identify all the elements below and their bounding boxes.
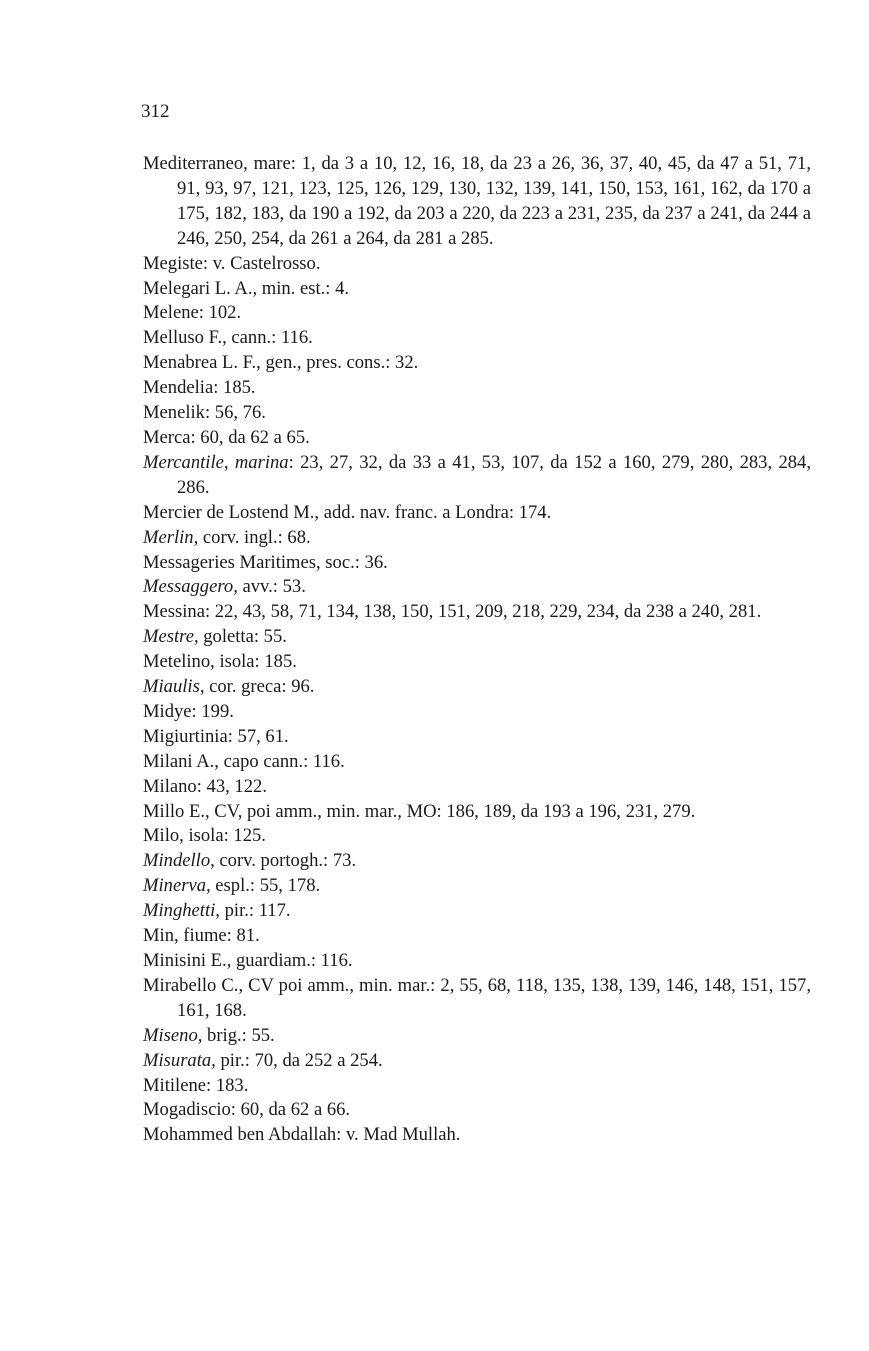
index-entry [143, 376, 811, 401]
entry-references: , add. nav. franc. a Londra: 174. [314, 501, 552, 523]
entry-head: Messina [143, 601, 205, 623]
index-entry [143, 725, 811, 750]
index-entry [143, 775, 811, 800]
entry-head: Mestre, [143, 626, 199, 648]
entry-references: : 23, 27, 32, da 33 a 41, 53, 107, da 152 a 160, 279, 280, 283, 284, 286. [177, 451, 811, 498]
entry-references: pir.: 70, da 252 a 254. [215, 1049, 383, 1071]
entry-references: , min. est.: 4. [252, 277, 350, 299]
entry-references: : 185. [213, 377, 256, 399]
entry-references: espl.: 55, 178. [210, 875, 321, 897]
index-entry [143, 401, 811, 426]
entry-references: : 57, 61. [227, 725, 289, 747]
entry-head: Mogadiscio [143, 1099, 231, 1121]
entry-head: Mercier de Lostend M. [143, 501, 315, 523]
page-number: 312 [141, 101, 170, 122]
index-entry [143, 351, 811, 376]
index-entry [143, 1024, 811, 1049]
entry-references: , CV poi amm., min. mar.: 2, 55, 68, 118, 135, 138, 139, 146, 148, 151, 157, 161, 168. [177, 974, 811, 1021]
entry-head: Millo E. [143, 800, 205, 822]
index-entry [143, 326, 811, 351]
entry-references: : 183. [206, 1074, 249, 1096]
entry-head: Menabrea L. F. [143, 352, 257, 374]
index-entry [143, 1049, 811, 1074]
index-entry [143, 974, 811, 1024]
entry-references: : 1, da 3 a 10, 12, 16, 18, da 23 a 26, 36, 37, 40, 45, da 47 a 51, 71, 91, 93, 97, 121, 123, 125, 126, 129, 130, 132, 139, 141, 150, 153, 161, 162, da 170 a 175, 182, 183, da 190 a 192, da 203 a 220, da 223 a 231, 235, da 237 a 241, da 244 a 246, 250, 254, da 261 a 264, da 281 a 285. [177, 153, 811, 249]
index-entry [143, 824, 811, 849]
index-entry [143, 949, 811, 974]
entry-references: : v. Mad Mullah. [336, 1124, 461, 1146]
entry-references: : 43, 122. [196, 775, 267, 797]
entry-head: Mediterraneo, mare [143, 153, 291, 174]
entry-references: , isola: 125. [179, 825, 266, 847]
index-entry [143, 551, 811, 576]
entry-head: Minghetti, [143, 900, 220, 922]
entry-references: : 102. [198, 302, 242, 324]
entry-references: : 60, da 62 a 65. [190, 426, 310, 448]
entry-references: : 60, da 62 a 66. [230, 1099, 351, 1121]
index-entry [143, 924, 811, 949]
entry-head: Mercantile, marina [143, 451, 289, 473]
entry-head: Melegari L. A. [143, 277, 253, 299]
entry-head: Metelino [143, 651, 211, 673]
index-entry [143, 700, 811, 725]
index-entry [143, 451, 811, 501]
index-entry [143, 600, 811, 625]
entry-head: Mitilene [143, 1074, 206, 1096]
index-entry [143, 152, 811, 252]
index-entry [143, 800, 811, 825]
index-entry [143, 301, 811, 326]
index-entry [143, 277, 811, 302]
entry-references: : 199. [191, 700, 234, 722]
entry-references: avv.: 53. [237, 576, 306, 598]
index-entry [143, 650, 811, 675]
index-entry [143, 501, 811, 526]
entry-references: , gen., pres. cons.: 32. [256, 352, 419, 374]
entry-head: Milano [143, 775, 197, 797]
index-entry [143, 849, 811, 874]
entry-references: , isola: 185. [210, 651, 297, 673]
entry-head: Mindello, [143, 850, 215, 872]
entry-head: Merca [143, 426, 191, 448]
entry-references: goletta: 55. [198, 626, 287, 648]
entry-head: Misurata, [143, 1049, 216, 1071]
entry-references: corv. portogh.: 73. [214, 850, 357, 872]
entry-head: Menelik [143, 402, 205, 424]
entry-head: Milani A. [143, 750, 215, 772]
entry-head: Mirabello C. [143, 974, 239, 996]
entry-head: Minerva, [143, 875, 211, 897]
entry-head: Milo [143, 825, 180, 847]
entry-head: Migiurtinia [143, 725, 228, 747]
index-entry [143, 1074, 811, 1099]
entry-head: Miaulis, [143, 676, 205, 698]
entry-head: Merlin, [143, 526, 199, 548]
entry-head: Midye [143, 700, 192, 722]
index-entry [143, 899, 811, 924]
entry-references: brig.: 55. [202, 1024, 275, 1046]
entry-references: , fiume: 81. [174, 925, 260, 947]
entry-references: cor. greca: 96. [204, 676, 315, 698]
entry-references: corv. ingl.: 68. [198, 526, 311, 548]
entry-references: , guardiam.: 116. [226, 950, 353, 971]
index-entry [143, 750, 811, 775]
index-entry [143, 426, 811, 451]
index-entry [143, 625, 811, 650]
entry-head: Melluso F. [143, 327, 223, 349]
index-entry [143, 575, 811, 600]
entry-head: Miseno, [143, 1024, 203, 1046]
index-entry [143, 252, 811, 277]
entry-references: , soc.: 36. [315, 551, 388, 573]
entry-references: : 56, 76. [204, 402, 266, 424]
entry-references: : v. Castelrosso. [202, 252, 321, 274]
entry-head: Megiste [143, 252, 203, 274]
entry-references: : 22, 43, 58, 71, 134, 138, 150, 151, 209, 218, 229, 234, da 238 a 240, 281. [204, 601, 762, 623]
entry-head: Min [143, 925, 174, 947]
entry-head: Mohammed ben Abdallah [143, 1124, 337, 1146]
index-list [143, 152, 811, 1148]
index-entry [143, 526, 811, 551]
index-entry [143, 874, 811, 899]
entry-references: pir.: 117. [219, 900, 291, 922]
entry-head: Minisini E. [143, 950, 227, 971]
index-entry [143, 1098, 811, 1123]
index-entry [143, 675, 811, 700]
entry-head: Messaggero, [143, 576, 238, 598]
entry-head: Messageries Maritimes [143, 551, 316, 573]
entry-head: Melene [143, 302, 199, 324]
entry-references: , capo cann.: 116. [214, 750, 345, 772]
entry-references: , CV, poi amm., min. mar., MO: 186, 189, da 193 a 196, 231, 279. [204, 800, 696, 822]
entry-references: , cann.: 116. [222, 327, 313, 349]
index-entry [143, 1123, 811, 1148]
entry-head: Mendelia [143, 377, 214, 399]
